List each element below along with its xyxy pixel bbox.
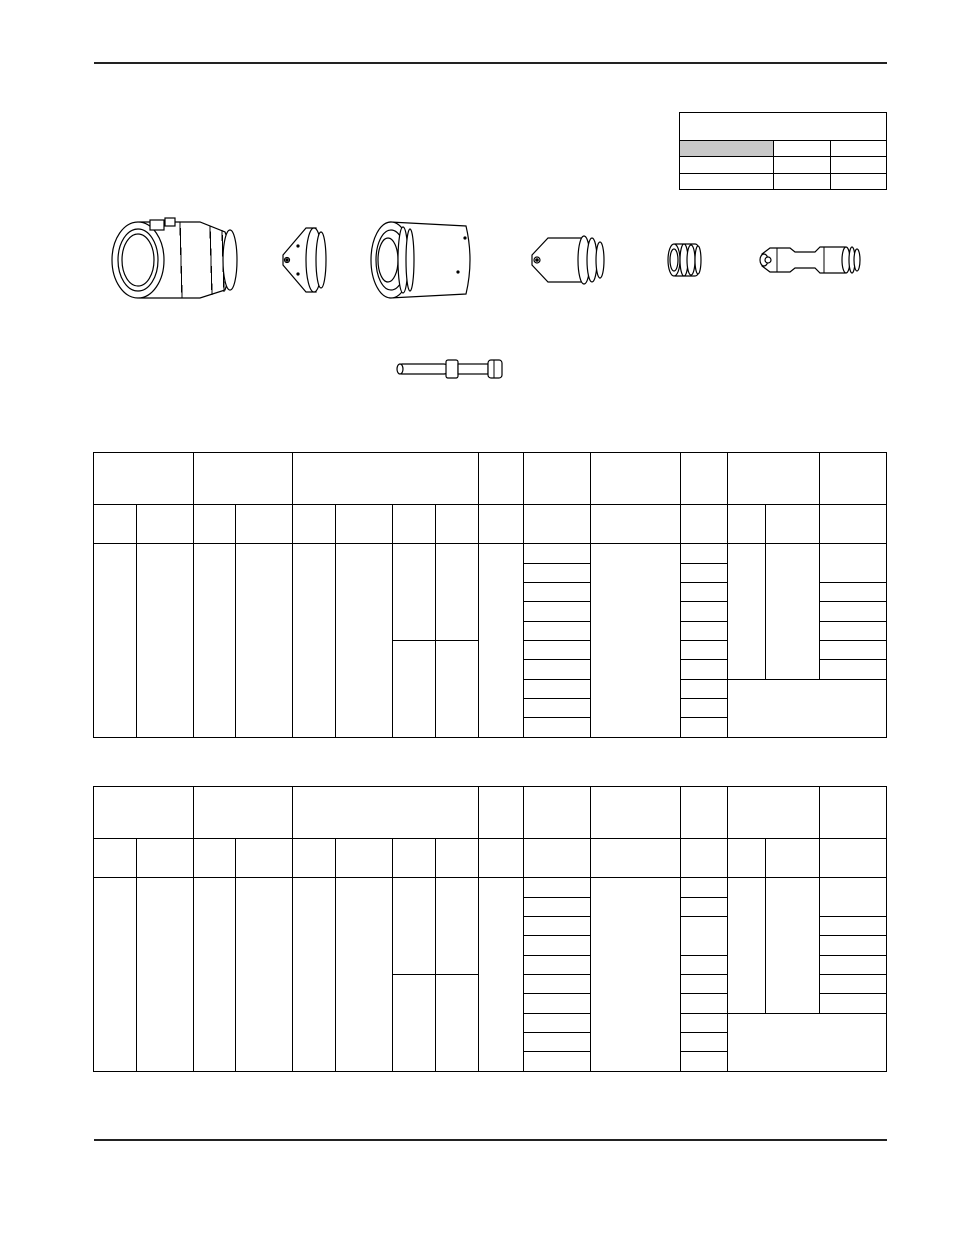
- table-1: [93, 452, 887, 738]
- nozzle-part: [283, 228, 326, 292]
- water-tube-part: [397, 360, 502, 378]
- retaining-cap-part: [371, 222, 470, 298]
- electrode-part: [760, 247, 860, 273]
- swirl-ring-part: [668, 244, 701, 276]
- nozzle-cap-part: [532, 236, 604, 284]
- legend-table: [679, 113, 887, 191]
- shield-part: [112, 218, 237, 298]
- table-2: [93, 786, 887, 1072]
